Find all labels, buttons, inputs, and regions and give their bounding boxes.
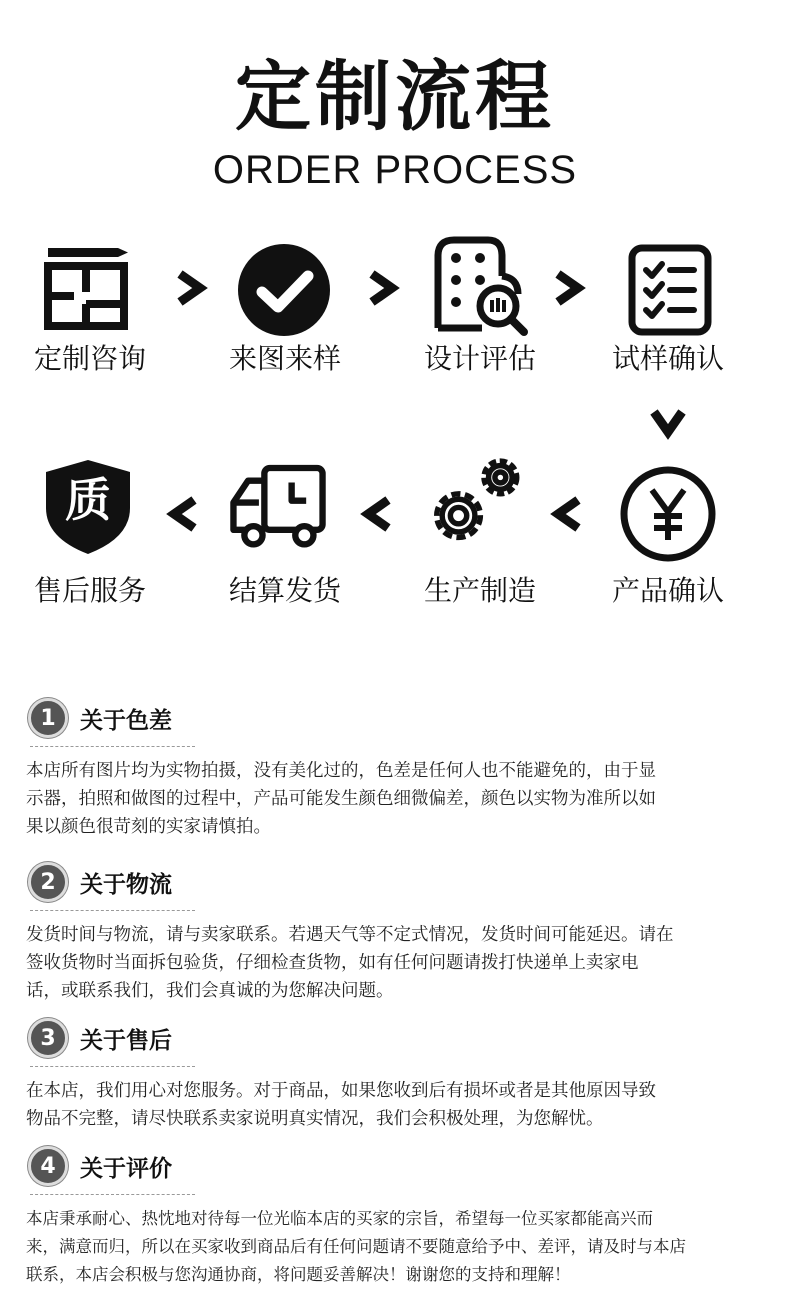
text-line: 本店秉承耐心、热忱地对待每一位光临本店的买家的宗旨，希望每一位买家都能高兴而 bbox=[26, 1209, 653, 1228]
divider bbox=[30, 1194, 195, 1195]
section-title: 关于色差 bbox=[80, 707, 172, 734]
section-number-badge: 2 bbox=[28, 862, 68, 902]
step-label-shipping: 结算发货 bbox=[228, 574, 341, 607]
divider bbox=[30, 910, 195, 911]
text-line: 物品不完整，请尽快联系卖家说明真实情况，我们会积极处理，为您解忧。 bbox=[26, 1109, 604, 1129]
info-section-review bbox=[26, 1146, 746, 1289]
divider bbox=[30, 1066, 195, 1067]
step-label-production: 生产制造 bbox=[423, 574, 536, 607]
section-number-badge: 1 bbox=[28, 698, 68, 738]
gears-icon bbox=[424, 452, 524, 552]
floor-plan-icon bbox=[36, 240, 136, 340]
section-number-badge: 3 bbox=[28, 1018, 68, 1058]
text-line: 本店所有图片均为实物拍摄，没有美化过的，色差是任何人也不能避免的，由于显 bbox=[26, 761, 656, 781]
text-line: 示器，拍照和做图的过程中，产品可能发生颜色细微偏差，颜色以实物为准所以如 bbox=[26, 789, 656, 809]
info-section-logistics bbox=[26, 862, 746, 1005]
chevron-left-icon bbox=[548, 494, 588, 534]
delivery-truck-icon bbox=[228, 458, 328, 558]
chevron-right-icon bbox=[548, 268, 588, 308]
step-label-trial: 试样确认 bbox=[611, 342, 724, 375]
text-line: 果以颜色很苛刻的实家请慎拍。 bbox=[26, 817, 271, 837]
step-label-consult: 定制咨询 bbox=[33, 342, 146, 375]
section-text bbox=[26, 921, 746, 1005]
text-line: 签收货物时当面拆包验货，仔细检查货物，如有任何问题请拨打快递单上卖家电 bbox=[26, 953, 639, 973]
step-label-aftersales: 售后服务 bbox=[33, 574, 146, 607]
step-label-product-confirm: 产品确认 bbox=[611, 574, 724, 607]
chevron-left-icon bbox=[164, 494, 204, 534]
page-title: 定制流程 bbox=[235, 52, 555, 141]
step-label-design: 设计评估 bbox=[423, 342, 536, 375]
step-label-sample: 来图来样 bbox=[228, 342, 341, 375]
chevron-left-icon bbox=[358, 494, 398, 534]
section-title: 关于售后 bbox=[80, 1027, 172, 1054]
text-line: 话，或联系我们，我们会真诚的为您解决问题。 bbox=[26, 981, 394, 1001]
yen-circle-icon bbox=[618, 464, 718, 564]
text-line: 在本店，我们用心对您服务。对于商品，如果您收到后有损坏或者是其他原因导致 bbox=[26, 1081, 656, 1101]
building-search-icon bbox=[430, 236, 530, 336]
divider bbox=[30, 746, 195, 747]
checklist-icon bbox=[620, 240, 720, 340]
chevron-down-icon bbox=[648, 402, 688, 442]
section-text bbox=[26, 1205, 746, 1289]
text-line: 发货时间与物流，请与卖家联系。若遇天气等不定式情况，发货时间可能延迟。请在 bbox=[26, 925, 674, 945]
quality-mark: 质 bbox=[65, 473, 111, 527]
text-line: 来，满意而归，所以在买家收到商品后有任何问题请不要随意给予中、差评，请及时与本店 bbox=[26, 1237, 686, 1256]
text-line: 联系，本店会积极与您沟通协商，将问题妥善解决！谢谢您的支持和理解！ bbox=[26, 1265, 571, 1284]
section-title: 关于物流 bbox=[80, 871, 172, 898]
check-circle-icon bbox=[234, 240, 334, 340]
section-title: 关于评价 bbox=[80, 1155, 172, 1182]
section-text bbox=[26, 1077, 746, 1133]
section-text bbox=[26, 757, 746, 841]
info-section-aftersales bbox=[26, 1018, 746, 1133]
chevron-right-icon bbox=[362, 268, 402, 308]
page-subtitle: ORDER PROCESS bbox=[212, 148, 578, 192]
chevron-right-icon bbox=[170, 268, 210, 308]
info-section-color bbox=[26, 698, 746, 841]
section-number-badge: 4 bbox=[28, 1146, 68, 1186]
